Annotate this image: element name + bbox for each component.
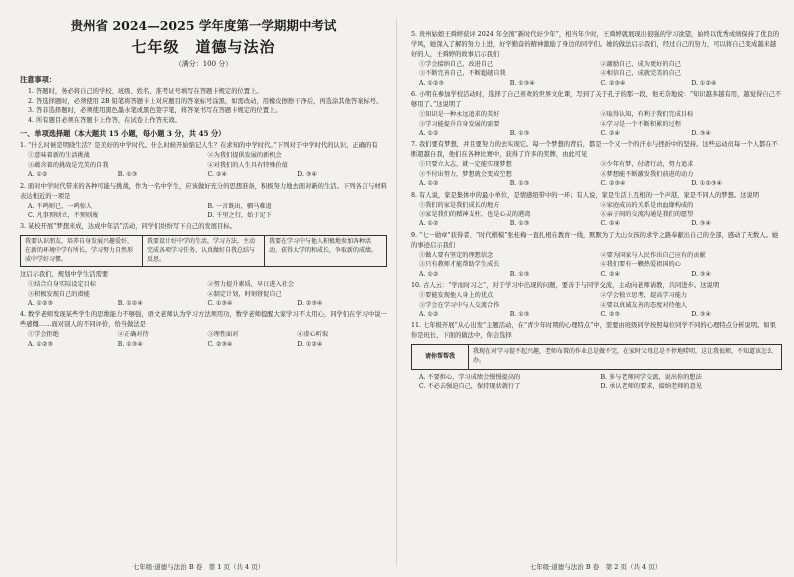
option: ①意味着新的生活挑战 [28,152,90,160]
answer-choice: C. ②③ [600,310,621,318]
answer-choice: B. ①③ [509,180,530,188]
exam-page-2 [397,0,794,577]
option: ①知识是一种永远追求的美好 [419,111,500,119]
answer-choice: D. ③④ [297,171,318,179]
q3-prompt: 这启示我们，规划中学生活需要 [20,271,109,279]
answer-choice: D. ②③④ [297,300,323,307]
q1-answers [20,170,387,179]
question-10: 10. 古人云：“学而时习之”，对于学习中出现的问题，要善于与同学交流，主动向老师请教，共同进步。这说明 [411,282,720,290]
option: ②要为国家与人民作出自己应有的贡献 [600,251,706,259]
answer-choice: B. ①③ [509,310,530,318]
option: ④制定计划，时刻督促自己 [207,290,282,298]
q3-options [20,280,387,299]
help-box-text: 我现在对学习提不起兴趣，老师布置的作业总是做不完，在家时父母总是不停地唠叨，这让我很烦，不知道该怎么办。 [469,345,782,369]
question-1: 1. “什么时候是明晓生活？是美好的中学时代。什么时候开始惦记人生？在求知的中学时代。”下列对于中学时代的认识，正确的有 [20,142,378,150]
q4-answers [20,340,387,349]
answer-choice: D. ①②④ [691,79,717,87]
q7-answers [411,179,782,188]
q9-answers [411,270,782,279]
answer-choice: A. ①②③ [28,340,54,348]
question-4: 4. 数学老师发现某些学生的思维能力不够强，语文老师认为学习方法须用功，数学老师提醒大家学习不太用心，同学们在学习中说一些感慨……面对别人的不同评价，恰当做法是 [20,311,387,329]
option: ③不断完善自己，不断超越自我 [419,70,506,78]
page-footer: 七年级·道德与法治 B 卷 第 1 页（共 4 页） [132,563,265,571]
q11-answers [411,373,782,392]
answer-choice: B. ①②④ [117,300,143,307]
answer-choice: C. ②③④ [207,340,233,348]
option: ②取得认知，有利于我们完成目标 [600,111,694,119]
option: ③理性面对 [207,331,239,339]
option: ③学习能提升自身发展的需要 [419,120,500,128]
answer-choice: A. ①② [419,270,439,278]
exam-title: 贵州省 2024—2025 学年度第一学期期中考试 [70,18,337,33]
answer-choice: B. ①③④ [117,340,143,348]
q3-material-table [20,235,387,267]
notice-item: 3. 答非选择题时，必须使用黑色墨水笔或黑色签字笔，将答案书写在答题卡规定的位置上。 [28,107,282,115]
question-11: 11. 七年级开展“从心出发”主题活动，在“青少年时期的心理特点”中，需要由班级同学按照每位同学不同的心理特点分析说明。如果你是班长，下面的做法中，你会选择 [411,322,776,340]
option: ④梦想能不断激发我们前进的动力 [600,170,694,178]
option: ④我们要有一颗热爱祖国的心 [600,261,681,269]
answer-choice: B. 多与老师同学交流，说出你的想法 [600,373,702,381]
answer-choice: C. ②④ [207,171,228,179]
question-9: 9. “七一勋章”获得者、“时代楷模”张桂梅一直扎根在教育一线，默默为了大山女孩的求学之路奉献出自己的全部，感动了无数人。她的事迹启示我们 [411,231,779,249]
answer-choice: B. ①③ [117,171,138,179]
question-5: 5. 贵州姑娘王舜婷获评 2024 年全国“新时代好少年”，相当年少时，王舜婷就展现出很强的学习欲望，始终以优秀成绩保持了优良的学风，她深入了解的努力上进，好学勤奋的精神激励了身边的同学们。她的做法启示我们，经过自己的努力，可以将自己变成越来越好的人，王舜婷的故事启示我们 [411,31,780,58]
answer-choice: B. ①③④ [509,79,535,87]
option: ②努力提升素质，早日进入社会 [207,281,295,289]
notice-item: 4. 所有题目必须在答题卡上作答，在试卷上作答无效。 [28,116,181,124]
option: ④相信自己，成就完美的自己 [600,70,681,78]
answer-choice: A. 不要担心，学习成绩会慢慢提高的 [419,373,521,381]
q5-options [411,60,782,79]
answer-choice: B. ①③ [509,270,530,278]
question-3: 3. 某校开展“梦想来成，达成中年活”活动，同学们纷纷写下自己的发展目标。 [20,223,236,231]
option: ③家是我们的精神支柱，也是心灵的港湾 [419,211,531,219]
answer-choice: D. ①②③④ [691,180,723,188]
answer-choice: D. 承认老师的要求，接纳老师的意见 [600,382,702,390]
q4-options [20,330,387,339]
answer-choice: D. ③④ [691,310,712,318]
option: ②学会独立思考，提高学习能力 [600,292,688,300]
answer-choice: A. ①② [419,220,439,228]
q8-options [411,201,782,220]
answer-choice: C. 不必去强迫自己，保持现状就行了 [419,382,521,390]
answer-choice: A. 不鸣则已，一鸣惊人 [28,202,93,210]
answer-choice: B. ①③ [509,220,530,228]
option: ①我们的家是我们成长的地方 [419,201,500,209]
option: ③积极发现自己的潜能 [28,290,90,298]
material-cell: 我要认识朋友，培养自身发展兴趣爱好，在新的环境中学有所长，学习努力自然形成中学好习惯。 [21,236,143,267]
q6-answers [411,129,782,138]
option: ①学会拒绝 [28,331,59,339]
question-7: 7. 我们要有梦想，并且要努力的去实现它。每一个梦想的背后，都是一个又一个的汗水与挫折中的坚持。这些运动员每一个人都在不断超越自我，他们在各种比赛中，获得了许多的奖牌，由此可见 [411,141,778,159]
q2-answers [20,202,387,221]
notice-item: 2. 答选择题时，必须使用 2B 铅笔将答题卡上对应题目的答案标号涂黑，如需改动，用橡皮擦擦干净后，再选涂其他答案标号。 [28,97,383,105]
answer-choice: D. ③④ [691,130,712,138]
answer-choice: D. 千里之行，始于足下 [207,212,272,219]
option: ③只有教师才能帮助学生成长 [419,261,500,269]
option: ②家庭成员的关系是由血缘构成的 [600,201,694,209]
q5-answers [411,79,782,88]
question-6: 6. 小明在参加学校活动时，选择了自己喜欢的世界文化课，写到了关于孔子的那一段，他无奈地说：“知识越多越有用，越觉得自己不够用了。”这说明了 [411,91,782,109]
page-footer: 七年级·道德与法治 B 卷 第 2 页（共 4 页） [529,563,662,571]
answer-choice: A. ①② [419,130,439,138]
option: ④虚心听取 [297,331,329,339]
q1-options [20,151,387,170]
answer-choice: C. ②③④ [600,79,626,87]
option: ③蕴含着的挑战是完美的自我 [28,161,109,169]
answer-choice: C. 凡事预则立，不预则废 [28,212,99,219]
option: ①只要立大志，就一定能实现梦想 [419,161,512,169]
q10-answers [411,310,782,319]
option: ②激励自己，成为更好的自己 [600,61,681,68]
answer-choice: A. ①② [28,171,48,179]
option: ①做人要有坚定的理想信念 [419,251,494,259]
q3-answers [20,299,387,308]
answer-choice: D. ①②④ [297,340,323,348]
q10-options [411,291,782,310]
option: ①要能发现他人身上的优点 [419,292,494,300]
notice-title: 注意事项： [20,75,56,84]
option: ②正确对待 [117,331,149,339]
option: ①学会接纳自己，改进自己 [419,61,494,68]
option: ②为我们提供发展的新机会 [207,152,282,160]
option: ①结合自身实际设定目标 [28,281,97,289]
q8-answers [411,219,782,228]
option: ④要以真诚友善的态度对待他人 [600,301,688,309]
material-cell: 我要在学习中与他人积极地参加各种活动，获得大学的和成长，争取新的成绩。 [265,236,387,267]
help-box-label: 请你帮帮我 [412,345,469,369]
answer-choice: A. ①②③ [419,79,445,87]
answer-choice: D. ③④ [691,270,712,278]
answer-choice: A. ①②③ [28,300,54,307]
answer-choice: C. ②④ [600,270,621,278]
exam-subject: 七年级 道德与法治 [131,38,276,56]
option: ②少年有梦，付诸行动，努力追求 [600,161,694,169]
q9-options [411,251,782,270]
section-heading: 一、单项选择题（本大题共 15 小题，每小题 3 分，共 45 分） [20,129,226,139]
question-8: 8. 有人说，家是集体中的最小单位，是情感纽带中的一环；有人说，家是生活上互相的一个声港，家是不同人的梦想。这说明 [411,191,760,199]
answer-choice: B. ①③ [509,130,530,138]
notice-item: 1. 答题时，务必将自己的学校、班级、姓名、准考证号填写在答题卡规定的位置上。 [28,88,263,95]
full-score: （满分：100 分） [174,60,233,68]
q6-options [411,110,782,129]
option: ③不付出努力，梦想就会变成空想 [419,170,512,178]
answer-choice: D. ③④ [691,220,712,228]
option: ④对我们的人生具有特殊价值 [207,161,288,169]
question-2: 2. 面对中学时代带来的各种可能与挑战，作为一名中学生，应该做好充分的思想准备，积极努力地去面对新的生活。下列各言与材料表达相近的一项是 [20,182,387,200]
q7-options [411,160,782,179]
q11-help-box [411,344,782,369]
answer-choice: A. ①② [419,180,439,188]
answer-choice: B. 一言既出，驷马难追 [207,202,272,210]
material-cell: 我要设计好中学的生活，学习方法，主动完成各项学习任务，认真做好自我总结与反思。 [143,236,265,267]
option: ③学会在学习中与人交流合作 [419,301,500,309]
answer-choice: C. ②③④ [600,180,626,188]
option: ④学习是一个不断积累的过程 [600,120,681,128]
answer-choice: C. ②④ [600,130,621,138]
answer-choice: C. ②④ [600,220,621,228]
answer-choice: A. ①② [419,310,439,318]
option: ④亲子间的交流沟通是我们的愿望 [600,211,694,219]
answer-choice: C. ①③④ [207,300,233,307]
